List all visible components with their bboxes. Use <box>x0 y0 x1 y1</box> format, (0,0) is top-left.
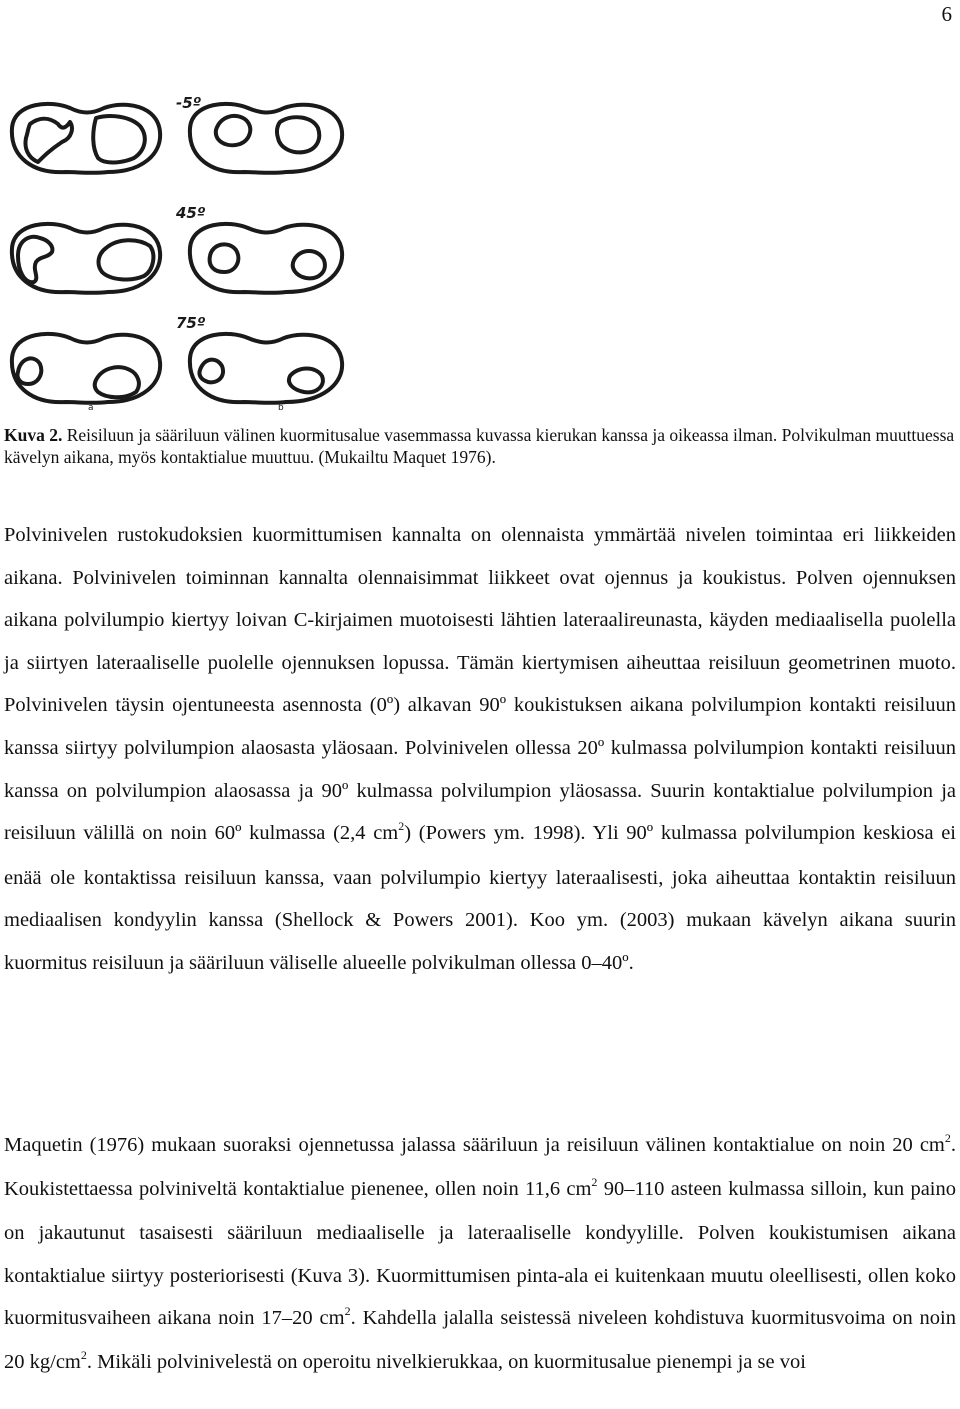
paragraph-1-text-b: ) (Powers ym. 1998). Yli 90º kulmassa polvilumpion keskiosa ei enää ole kontaktissa reisiluun kanssa, vaan polvilumpio kiertyy lateraalisesti, joka aiheuttaa kontaktin reisiluun mediaalisen kondyylin kanssa (Shellock & Powers 2001). Koo ym. (2003) mukaan kävelyn aikana suurin kuormitus reisiluun ja sääriluun väliselle alueelle polvikulman ollessa 0–40º. <box>4 822 957 974</box>
tibia-outline-b3 <box>190 334 342 403</box>
paragraph-2-text-a: Maquetin (1976) mukaan suoraksi ojennetussa jalassa sääriluun ja reisiluun välinen kontaktialue on noin 20 cm <box>4 1134 945 1156</box>
paragraph-2-sup-b: 2 <box>591 1175 598 1190</box>
angle-label-minus5: -5º <box>176 94 202 112</box>
contact-left-a2 <box>18 237 52 282</box>
knee-contact-diagram <box>0 88 370 413</box>
sublabel-b: b <box>278 403 284 413</box>
contact-area-figure <box>0 88 370 413</box>
paragraph-1-sup-a: 2 <box>398 819 405 834</box>
tibia-outline-a1 <box>12 104 160 173</box>
paragraph-2 <box>4 1124 956 1385</box>
contact-right-b2 <box>293 251 325 278</box>
paragraph-2-sup-d: 2 <box>80 1348 87 1363</box>
contact-left-b1 <box>216 116 250 145</box>
contact-left-a3 <box>17 358 41 384</box>
angle-label-45: 45º <box>176 204 206 222</box>
caption-text: Reisiluun ja sääriluun välinen kuormitusalue vasemmassa kuvassa kierukan kanssa ja oikeassa ilman. Polvikulman muuttuessa kävelyn aikana, myös kontaktialue muuttuu. (Mukailtu Maquet 1976). <box>4 425 955 467</box>
paragraph-1 <box>4 514 956 985</box>
paragraph-2-text-d: . Kahdella jalalla seistessä niveleen kohdistuva kuormitusvoima on noin 20 kg/cm <box>4 1306 957 1374</box>
paragraph-1-text-a: Polvinivelen rustokudoksien kuormittumisen kannalta on olennaista ymmärtää nivelen toimintaa eri liikkeiden aikana. Polvinivelen toiminnan kannalta olennaisimmat liikkeet ovat ojennus ja koukistus. Polven ojennuksen aikana polvilumpio kiertyy loivan C-kirjaimen muotoisesti lähtien lateraalireunasta, käyden mediaalisella puolella ja siirtyen lateraaliselle puolelle ojennuksen lopussa. Tämän kiertymisen aiheuttaa reisiluun geometrinen muoto. Polvinivelen täysin ojentuneesta asennosta (0º) alkavan 90º koukistuksen aikana polvilumpion kontakti reisiluun kanssa siirtyy polvilumpion alaosasta yläosaan. Polvinivelen ollessa 20º kulmassa polvilumpion kontakti reisiluun kanssa on polvilumpion alaosassa ja 90º kulmassa polvilumpion yläosassa. Suurin kontaktialue polvilumpion ja reisiluun välillä on noin 60º kulmassa (2,4 cm <box>4 524 956 845</box>
paragraph-2-text-e: . Mikäli polvinivelestä on operoitu nivelkierukkaa, on kuormitusalue pienempi ja se voi <box>86 1351 806 1374</box>
contact-right-a1 <box>93 116 145 162</box>
caption-label: Kuva 2. <box>4 425 63 445</box>
sublabel-a: a <box>88 403 94 413</box>
contact-left-a1 <box>26 119 72 162</box>
contact-left-b3 <box>199 360 223 383</box>
figure-caption <box>4 424 956 468</box>
contact-right-b3 <box>289 369 323 393</box>
angle-label-75: 75º <box>176 314 206 332</box>
page-number: 6 <box>941 2 952 26</box>
contact-right-a2 <box>99 240 154 279</box>
paragraph-2-sup-c: 2 <box>344 1303 351 1318</box>
paragraph-2-text-b: . Koukistettaessa polviniveltä kontaktialue pienenee, ollen noin 11,6 cm <box>4 1134 956 1201</box>
paragraph-2-sup-a: 2 <box>944 1131 951 1145</box>
tibia-outline-b2 <box>190 224 342 293</box>
contact-right-a3 <box>95 367 139 397</box>
paragraph-2-text-c: 90–110 asteen kulmassa silloin, kun paino on jakautunut tasaisesti sääriluun mediaaliselle ja lateraaliselle kondyylille. Polven koukistumisen aikana kontaktialue siirtyy posteriorisesti (Kuva 3). Kuormittumisen pinta-ala ei kuitenkaan muutu oleellisesti, ollen koko kuormitusvaiheen aikana noin 17–20 cm <box>4 1178 957 1329</box>
contact-right-b1 <box>277 117 319 152</box>
contact-left-b2 <box>210 244 239 272</box>
